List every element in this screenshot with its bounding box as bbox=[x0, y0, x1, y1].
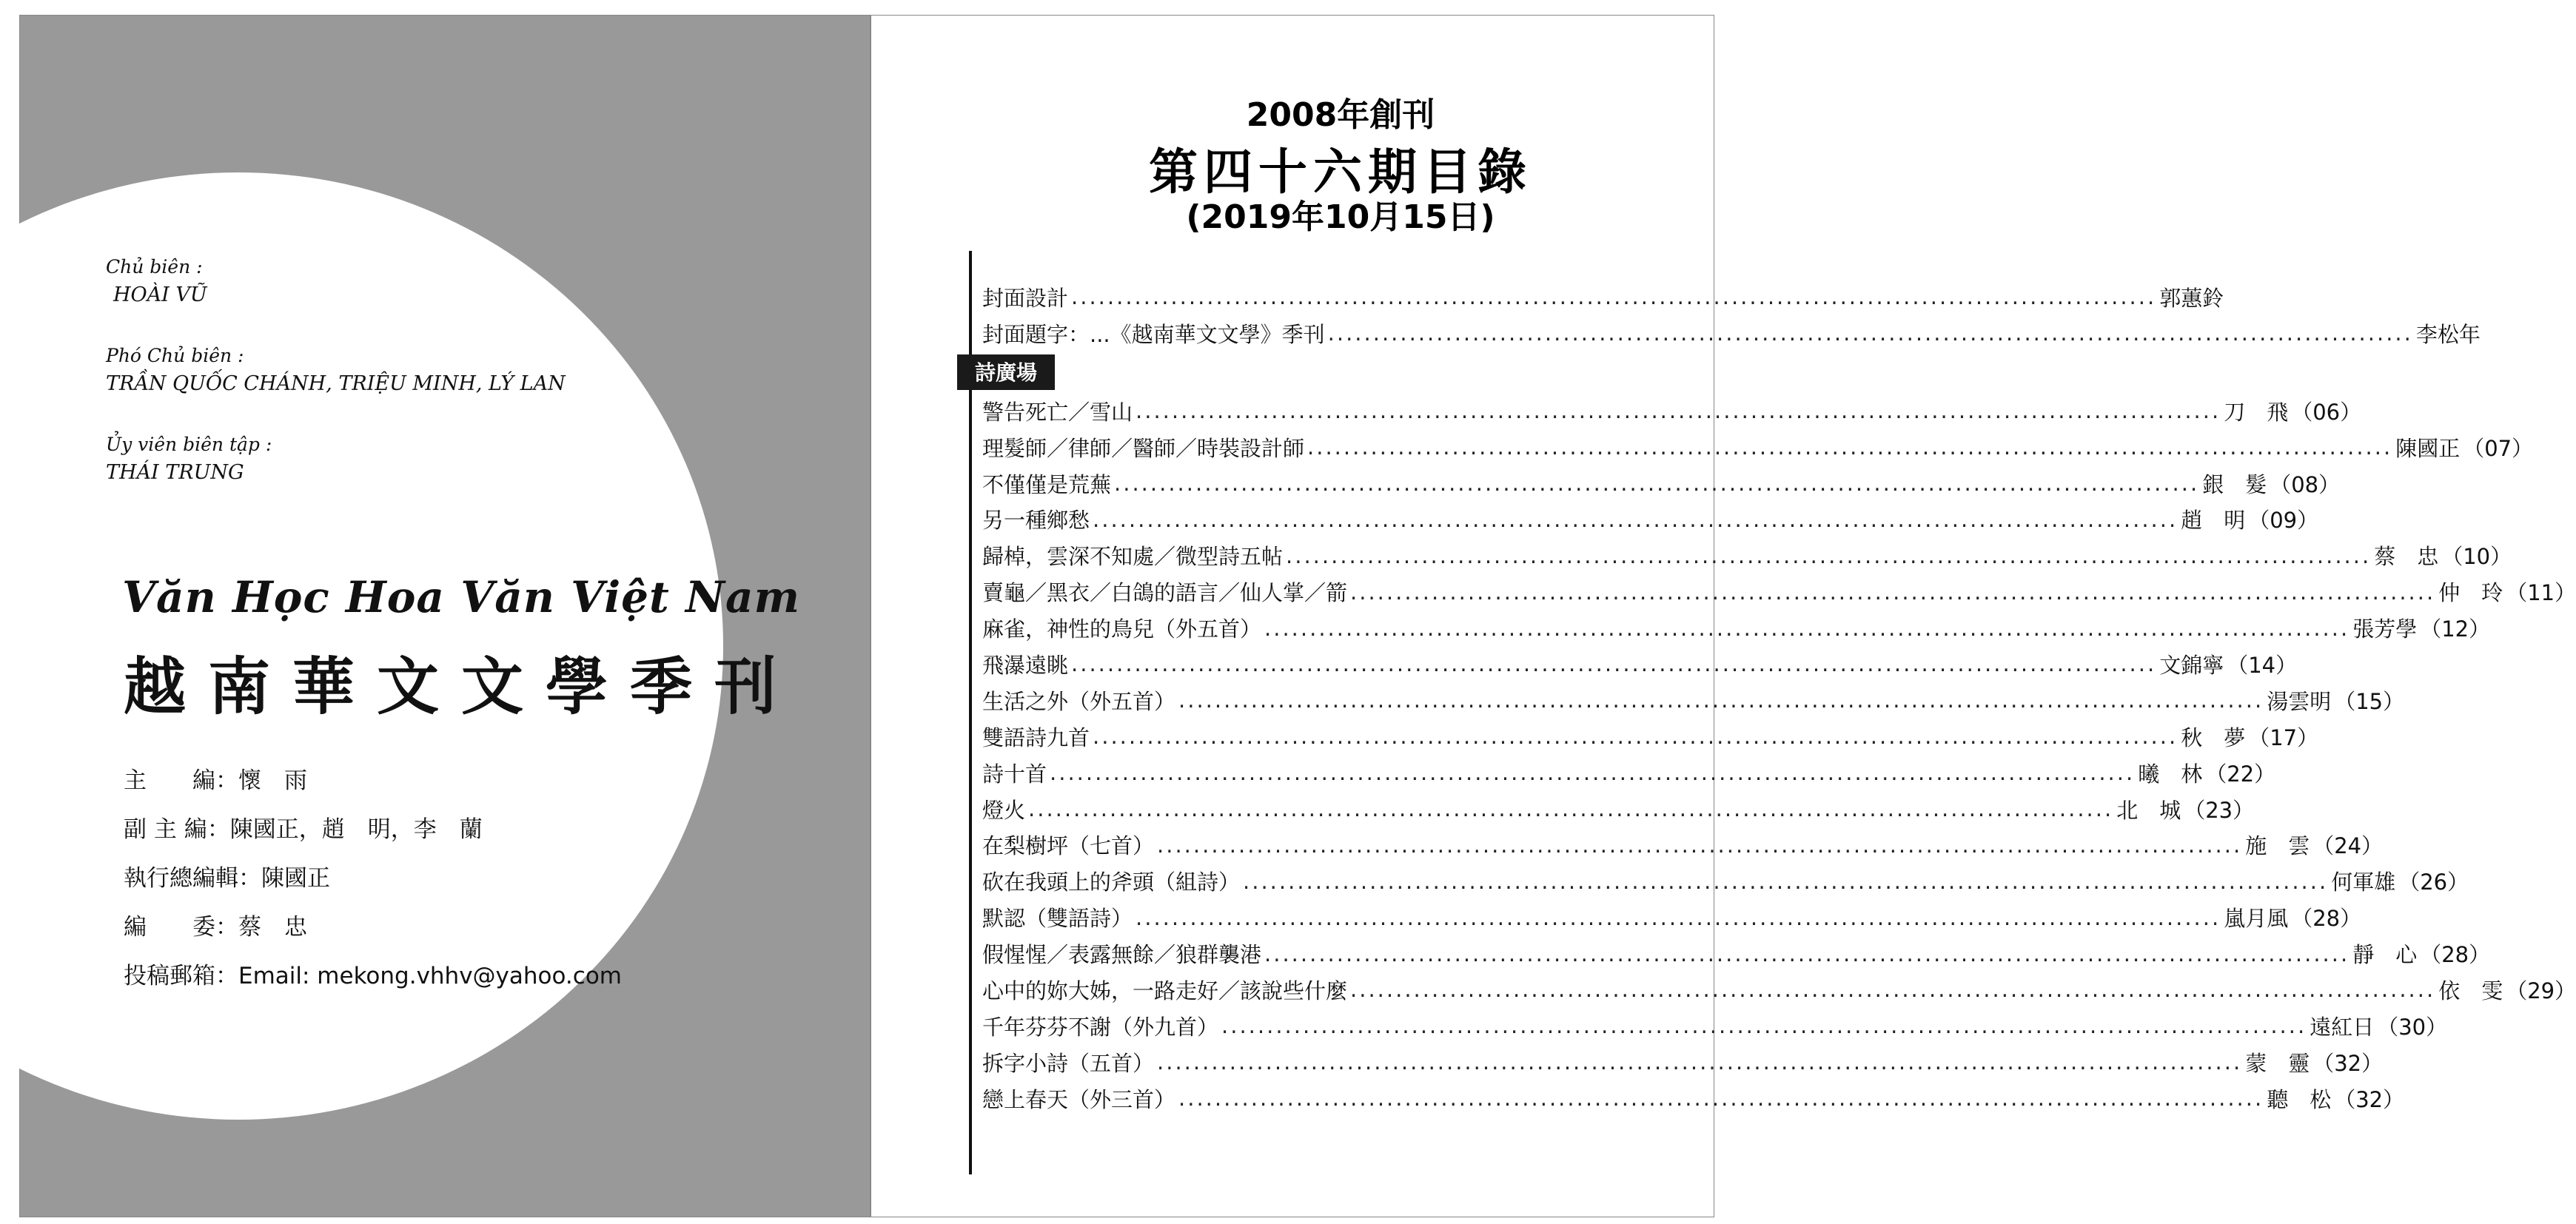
toc-author: 仲 玲 bbox=[2438, 580, 2503, 606]
credit-label: Ủy viên biên tập : bbox=[106, 434, 272, 455]
issue-date: (2019年10月15日) bbox=[1186, 198, 1495, 236]
toc-title: 在梨樹坪（七首） bbox=[982, 833, 1155, 859]
toc-title: 千年芬芬不謝（外九首） bbox=[982, 1014, 1219, 1040]
toc-front-item bbox=[982, 279, 2224, 315]
toc-page-number: （06） bbox=[2291, 399, 2362, 425]
toc-row bbox=[982, 501, 2319, 537]
toc-title: 生活之外（外五首） bbox=[982, 688, 1176, 714]
toc-page-number: （09） bbox=[2248, 508, 2319, 534]
toc-author: 陳國正 bbox=[2395, 435, 2461, 461]
toc-page-number: （29） bbox=[2506, 978, 2576, 1003]
toc-title: 封面題字：...《越南華文文學》季刊 bbox=[982, 321, 1325, 347]
toc-page-number: （24） bbox=[2312, 833, 2384, 859]
toc-author: 趙 明 bbox=[2181, 508, 2246, 534]
toc-row bbox=[982, 610, 2491, 646]
toc-title: 麻雀，神性的鳥兒（外五首） bbox=[982, 616, 1262, 642]
toc-author: 嵐月風 bbox=[2224, 906, 2289, 932]
toc-author: 施 雲 bbox=[2245, 833, 2310, 859]
toc-author: 郭蕙鈴 bbox=[2159, 285, 2224, 311]
toc-row bbox=[982, 393, 2362, 429]
toc-author: 文錦寧 bbox=[2159, 652, 2224, 678]
toc-page-number: （32） bbox=[2334, 1086, 2405, 1112]
founded-line: 2008年創刊 bbox=[1246, 96, 1435, 134]
toc-page-number: （28） bbox=[2420, 942, 2491, 968]
staff-row: 執行總編輯：陳國正 bbox=[124, 865, 330, 892]
toc-title: 警告死亡／雪山 bbox=[982, 399, 1133, 425]
toc-page-number: （22） bbox=[2205, 761, 2276, 787]
credit-editorial-board bbox=[106, 431, 566, 488]
toc-row bbox=[982, 827, 2384, 863]
toc-items bbox=[982, 393, 2576, 1117]
toc-page-number: （08） bbox=[2270, 471, 2341, 497]
toc-front-item bbox=[982, 315, 2481, 352]
credit-deputy-editor bbox=[106, 343, 566, 399]
toc-leader-dots: ........................................................................................................................ bbox=[1093, 724, 2178, 750]
toc-leader-dots: ........................................................................................................................ bbox=[1136, 904, 2221, 930]
toc-page-number: （17） bbox=[2248, 724, 2319, 750]
toc-title: 不僅僅是荒蕪 bbox=[982, 471, 1112, 497]
toc-author: 李松年 bbox=[2415, 321, 2481, 347]
toc-leader-dots: ........................................................................................................................ bbox=[1114, 471, 2200, 496]
toc-author: 北 城 bbox=[2116, 797, 2181, 823]
toc-title: 另一種鄉愁 bbox=[982, 508, 1090, 534]
toc-row bbox=[982, 972, 2576, 1008]
toc-title: 雙語詩九首 bbox=[982, 724, 1090, 750]
toc-leader-dots: ........................................................................................................................ bbox=[1327, 320, 2413, 346]
magazine-title-vietnamese: Văn Học Hoa Văn Việt Nam bbox=[122, 572, 801, 622]
toc-leader-dots: ........................................................................................................................ bbox=[1071, 651, 2157, 677]
credit-label: Phó Chủ biên : bbox=[106, 345, 244, 366]
staff-row: 副 主 編：陳國正，趙 明，李 蘭 bbox=[124, 816, 483, 843]
toc-row bbox=[982, 863, 2469, 899]
toc-row bbox=[982, 429, 2534, 465]
toc-leader-dots: ........................................................................................................................ bbox=[1157, 1049, 2243, 1075]
toc-page-number: （32） bbox=[2312, 1050, 2384, 1076]
toc-leader-dots: ........................................................................................................................ bbox=[1178, 687, 2264, 713]
toc-row bbox=[982, 646, 2298, 682]
toc-leader-dots: ........................................................................................................................ bbox=[1264, 941, 2350, 966]
toc-row bbox=[982, 1080, 2405, 1117]
toc-leader-dots: ........................................................................................................................ bbox=[1221, 1013, 2307, 1039]
toc-author: 湯雲明 bbox=[2267, 688, 2332, 714]
toc-row bbox=[982, 682, 2405, 719]
toc-title: 理髮師／律師／醫師／時裝設計師 bbox=[982, 435, 1305, 461]
toc-title: 飛瀑遠眺 bbox=[982, 652, 1069, 678]
toc-page-number: （28） bbox=[2291, 906, 2362, 932]
toc-row bbox=[982, 899, 2362, 935]
credit-value: HOÀI VŨ bbox=[113, 283, 207, 306]
toc-leader-dots: ........................................................................................................................ bbox=[1286, 542, 2372, 568]
toc-row bbox=[982, 1008, 2448, 1044]
submission-email: 投稿郵箱：Email: mekong.vhhv@yahoo.com bbox=[124, 963, 622, 989]
magazine-title-chinese: 越南華文文學季刊 bbox=[124, 650, 799, 723]
toc-page-number: （23） bbox=[2184, 797, 2255, 823]
credit-value: THÁI TRUNG bbox=[106, 461, 244, 484]
toc-page-number: （30） bbox=[2377, 1014, 2448, 1040]
section-label-poetry: 詩廣場 bbox=[957, 354, 1055, 390]
toc-author: 刀 飛 bbox=[2224, 399, 2289, 425]
toc-leader-dots: ........................................................................................................................ bbox=[1071, 284, 2157, 310]
toc-title: 心中的妳大姊，一路走好／該說些什麼 bbox=[982, 978, 1348, 1003]
toc-row bbox=[982, 574, 2576, 610]
toc-author: 何軍雄 bbox=[2331, 870, 2396, 895]
toc-page-number: （12） bbox=[2420, 616, 2491, 642]
toc-leader-dots: ........................................................................................................................ bbox=[1350, 977, 2436, 1003]
toc-leader-dots: ........................................................................................................................ bbox=[1028, 796, 2114, 822]
toc-author: 蒙 靈 bbox=[2245, 1050, 2310, 1076]
toc-leader-dots: ........................................................................................................................ bbox=[1157, 832, 2243, 858]
toc-author: 秋 夢 bbox=[2181, 724, 2246, 750]
toc-row bbox=[982, 755, 2276, 791]
toc-title: 歸棹，雲深不知處／微型詩五帖 bbox=[982, 544, 1284, 570]
toc-row bbox=[982, 719, 2319, 755]
toc-title: 默認（雙語詩） bbox=[982, 906, 1133, 932]
toc-page-number: （07） bbox=[2463, 435, 2534, 461]
toc-leader-dots: ........................................................................................................................ bbox=[1243, 868, 2329, 894]
toc-author: 依 雯 bbox=[2438, 978, 2503, 1003]
toc-author: 遠紅日 bbox=[2310, 1014, 2375, 1040]
toc-row bbox=[982, 791, 2255, 827]
editorial-credits bbox=[106, 254, 566, 520]
toc-author: 曦 林 bbox=[2138, 761, 2203, 787]
toc-row bbox=[982, 465, 2341, 502]
toc-leader-dots: ........................................................................................................................ bbox=[1136, 398, 2221, 424]
toc-row bbox=[982, 935, 2491, 972]
left-page bbox=[19, 15, 871, 1217]
staff-list bbox=[124, 761, 622, 1006]
toc-title: 賣龜／黑衣／白鴿的語言／仙人掌／箭 bbox=[982, 580, 1348, 606]
toc-page-number: （11） bbox=[2506, 580, 2576, 606]
toc-author: 銀 髮 bbox=[2202, 471, 2267, 497]
toc-title: 假惺惺／表露無餘／狼群襲港 bbox=[982, 942, 1262, 968]
toc-page-number: （26） bbox=[2398, 870, 2469, 895]
credit-value: TRẦN QUỐC CHÁNH, TRIỆU MINH, LÝ LAN bbox=[106, 372, 566, 395]
toc-row bbox=[982, 1044, 2384, 1080]
toc-page-number: （15） bbox=[2334, 688, 2405, 714]
credit-label: Chủ biên : bbox=[106, 256, 203, 278]
toc-author: 蔡 忠 bbox=[2374, 544, 2439, 570]
staff-row: 編 委：蔡 忠 bbox=[124, 914, 307, 941]
toc-leader-dots: ........................................................................................................................ bbox=[1350, 579, 2436, 605]
issue-title: 第四十六期目錄 bbox=[1149, 143, 1532, 201]
toc-title: 封面設計 bbox=[982, 285, 1069, 311]
toc-author: 聽 松 bbox=[2267, 1086, 2332, 1112]
toc-leader-dots: ........................................................................................................................ bbox=[1178, 1086, 2264, 1112]
right-page bbox=[871, 15, 2576, 1217]
toc-leader-dots: ........................................................................................................................ bbox=[1264, 615, 2350, 641]
toc-title: 詩十首 bbox=[982, 761, 1047, 787]
staff-row: 主 編：懷 雨 bbox=[124, 767, 307, 794]
toc-page-number: （14） bbox=[2227, 652, 2298, 678]
toc-leader-dots: ........................................................................................................................ bbox=[1093, 506, 2178, 532]
toc-title: 砍在我頭上的斧頭（組詩） bbox=[982, 870, 1241, 895]
toc-title: 拆字小詩（五首） bbox=[982, 1050, 1155, 1076]
toc-author: 靜 心 bbox=[2352, 942, 2418, 968]
table-of-contents bbox=[975, 279, 2576, 1117]
toc-leader-dots: ........................................................................................................................ bbox=[1050, 760, 2136, 786]
toc-row bbox=[982, 537, 2512, 574]
toc-leader-dots: ........................................................................................................................ bbox=[1307, 434, 2393, 460]
toc-page-number: （10） bbox=[2441, 544, 2512, 570]
credit-chief-editor bbox=[106, 254, 566, 310]
toc-title: 燈火 bbox=[982, 797, 1026, 823]
toc-title: 戀上春天（外三首） bbox=[982, 1086, 1176, 1112]
toc-author: 張芳學 bbox=[2352, 616, 2418, 642]
